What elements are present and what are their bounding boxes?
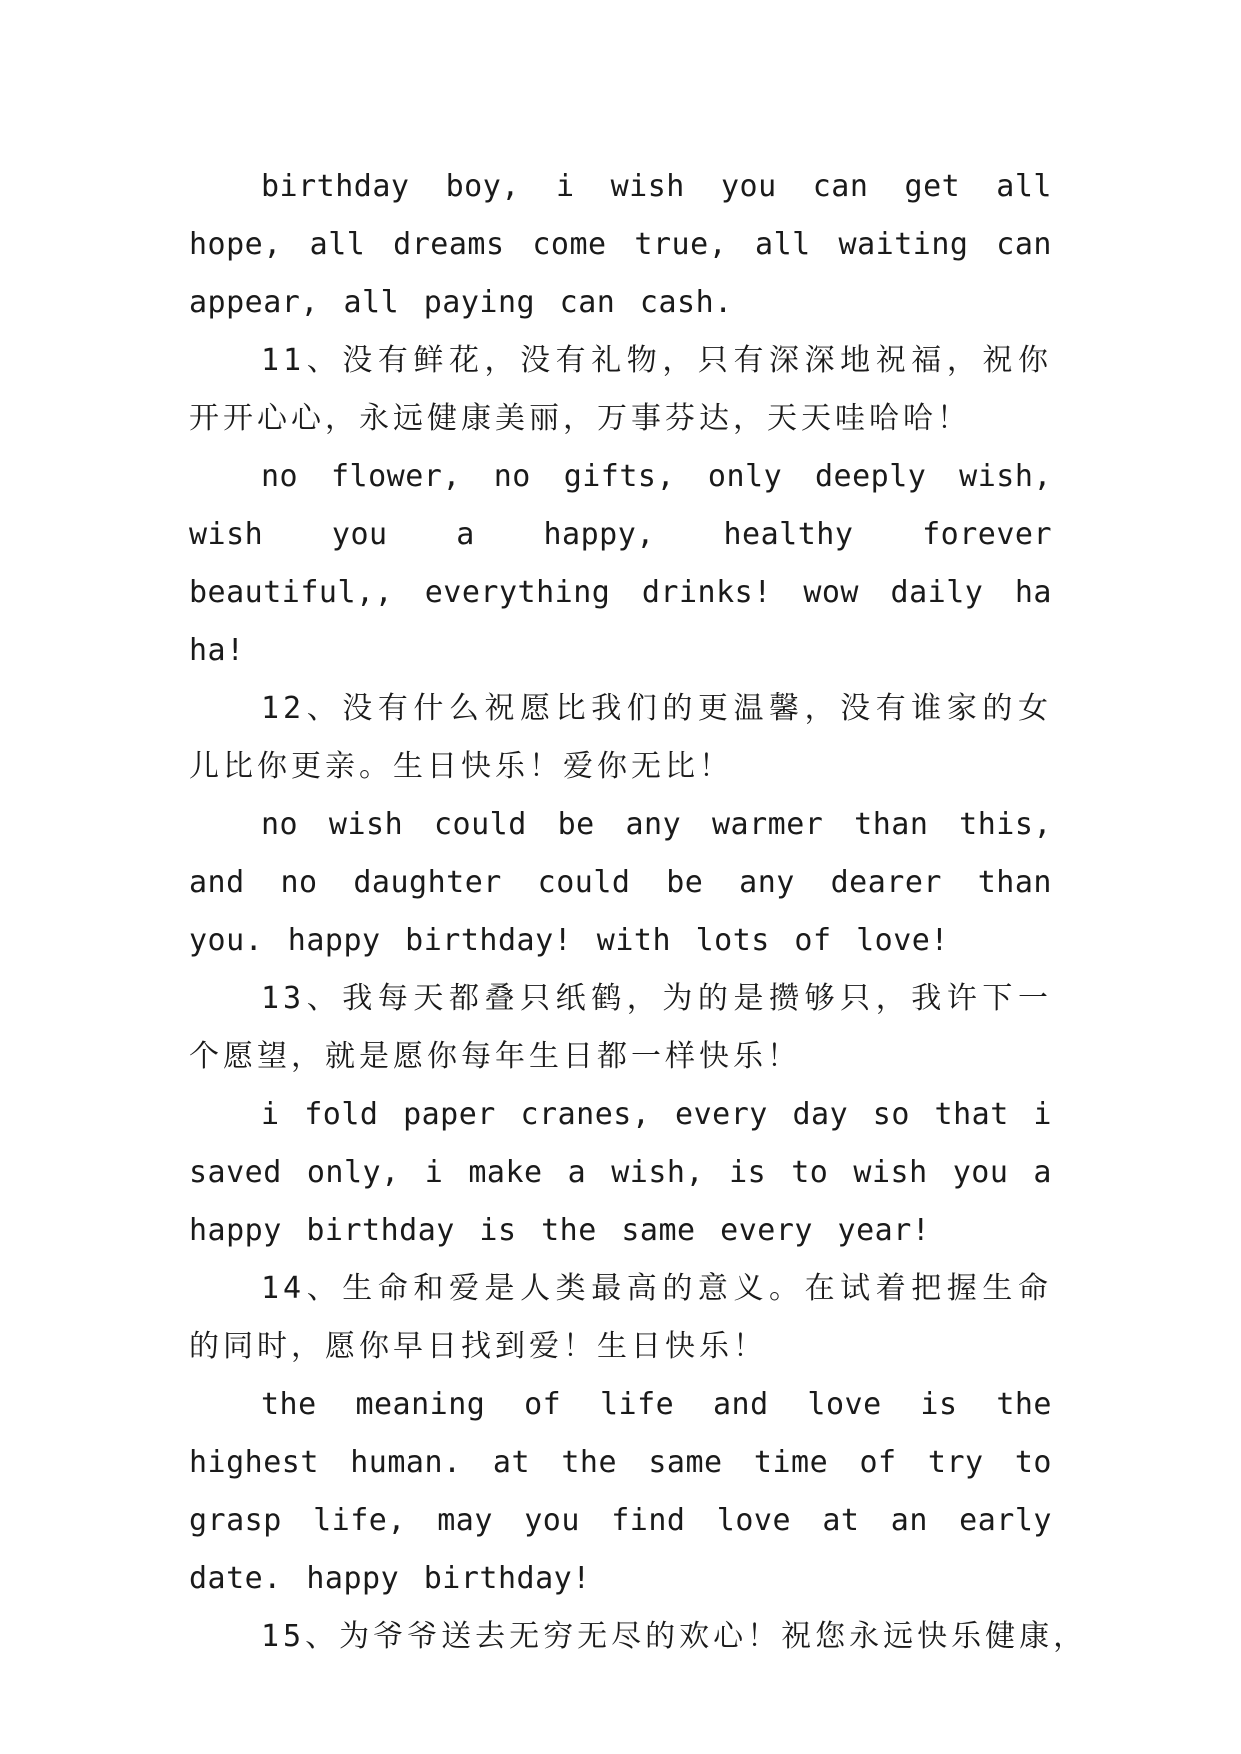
paragraph-11-cn: 11、没有鲜花，没有礼物，只有深深地祝福，祝你开开心心，永远健康美丽，万事芬达，天天哇哈哈！ [189,343,1052,436]
paragraph-13-en: i fold paper cranes, every day so that i saved only, i make a wish, is to wish you a happy birthday is the same every year! [189,1097,1052,1248]
paragraph-13-cn: 13、我每天都叠只纸鹤，为的是攒够只，我许下一个愿望，就是愿你每年生日都一样快乐！ [189,981,1052,1074]
paragraph-11-en: no flower, no gifts, only deeply wish, wish you a happy, healthy forever beautiful,, everything drinks! wow daily ha ha! [189,459,1052,668]
paragraph-14-cn: 14、生命和爱是人类最高的意义。在试着把握生命的同时，愿你早日找到爱！生日快乐！ [189,1271,1052,1364]
paragraph-12-en: no wish could be any warmer than this, and no daughter could be any dearer than you. happy birthday! with lots of love! [189,807,1052,958]
paragraph-14-en: the meaning of life and love is the highest human. at the same time of try to grasp life, may you find love at an early date. happy birthday! [189,1387,1052,1596]
paragraph-1: birthday boy, i wish you can get all hope, all dreams come true, all waiting can appear, all paying can cash. [189,169,1052,320]
paragraph-12-cn: 12、没有什么祝愿比我们的更温馨，没有谁家的女儿比你更亲。生日快乐！爱你无比！ [189,691,1052,784]
paragraph-15-cn: 15、为爷爷送去无穷无尽的欢心！祝您永远快乐健康， [261,1619,1088,1654]
document-body [189,158,1088,1666]
